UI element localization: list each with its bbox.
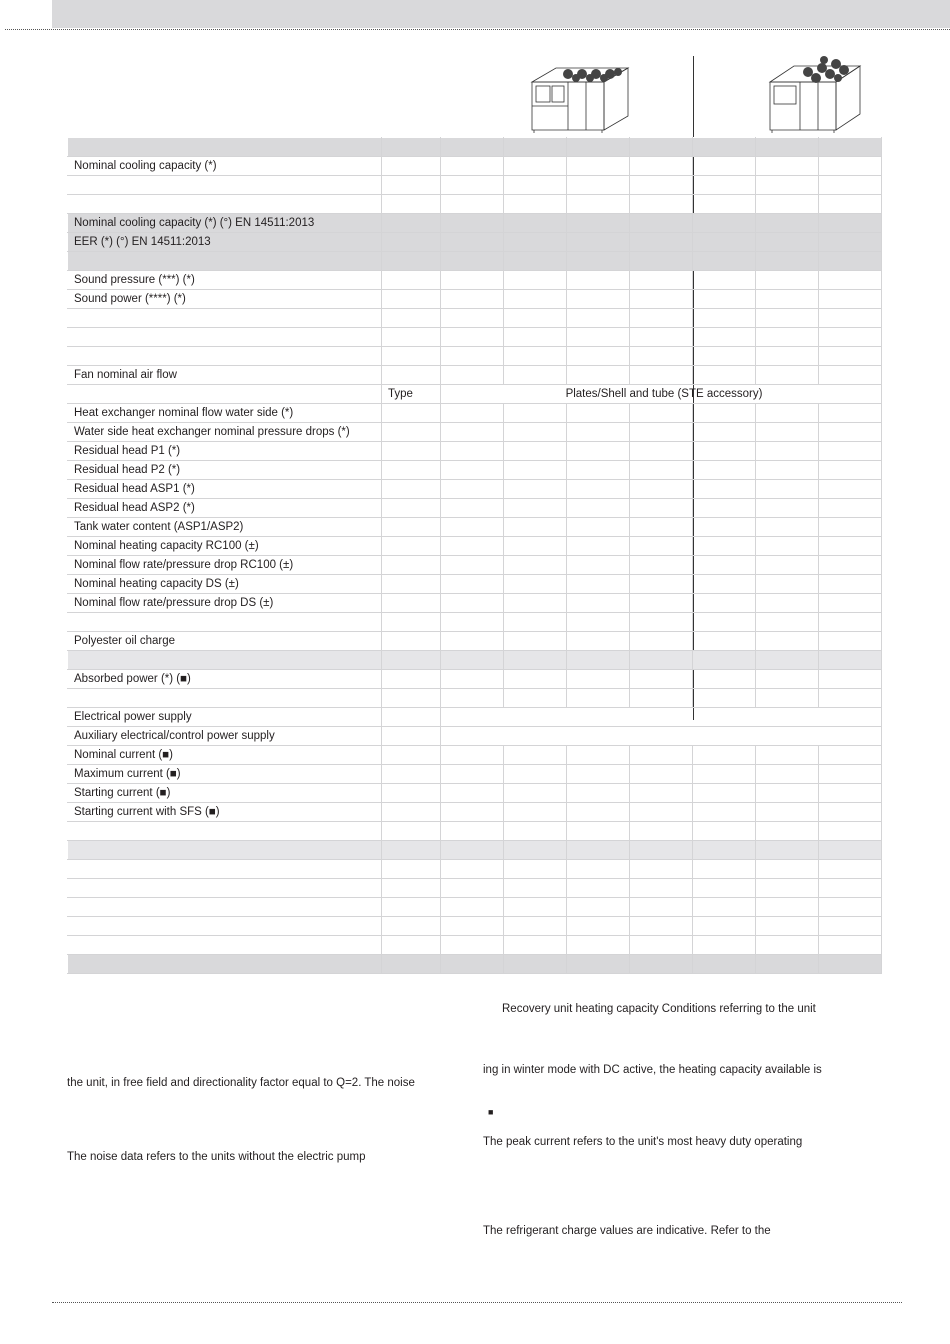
table-row	[68, 632, 882, 651]
row-label: Heat exchanger nominal flow water side (*)	[68, 404, 382, 423]
row-label: Residual head ASP1 (*)	[68, 480, 382, 499]
top-dotted-rule	[5, 29, 950, 30]
row-label: EER (*) (°) EN 14511:2013	[68, 233, 382, 252]
table-row	[68, 784, 882, 803]
row-label: Fan nominal air flow	[68, 366, 382, 385]
table-row	[68, 803, 882, 822]
technical-data-table	[67, 137, 882, 974]
table-row	[68, 936, 882, 955]
row-label: Nominal heating capacity RC100 (±)	[68, 537, 382, 556]
table-row	[68, 575, 882, 594]
row-label: Auxiliary electrical/control power supply	[68, 727, 382, 746]
table-row	[68, 214, 882, 233]
note-refrigerant: The refrigerant charge values are indicative. Refer to the	[483, 1225, 771, 1237]
table-row	[68, 442, 882, 461]
table-row	[68, 689, 882, 708]
row-label: Nominal cooling capacity (*) (°) EN 14511:2013	[68, 214, 382, 233]
table-row	[68, 138, 882, 157]
note-noise-pump: The noise data refers to the units without the electric pump	[67, 1151, 366, 1163]
table-row	[68, 594, 882, 613]
table-row	[68, 765, 882, 784]
row-label: Nominal current (■)	[68, 746, 382, 765]
row-label: Sound pressure (***) (*)	[68, 271, 382, 290]
row-label: Absorbed power (*) (■)	[68, 670, 382, 689]
table-row	[68, 328, 882, 347]
table-row	[68, 708, 882, 727]
row-label: Starting current with SFS (■)	[68, 803, 382, 822]
table-row	[68, 157, 882, 176]
table-row	[68, 518, 882, 537]
note-recovery: Recovery unit heating capacity Conditions referring to the unit	[502, 1003, 816, 1015]
chiller-unit-large-image	[764, 56, 864, 134]
header-bar	[52, 0, 950, 28]
row-label: Nominal flow rate/pressure drop RC100 (±)	[68, 556, 382, 575]
row-label: Residual head ASP2 (*)	[68, 499, 382, 518]
table-row	[68, 670, 882, 689]
row-label: Sound power (****) (*)	[68, 290, 382, 309]
bottom-dotted-rule	[52, 1302, 902, 1303]
row-label: Nominal flow rate/pressure drop DS (±)	[68, 594, 382, 613]
row-label: Residual head P1 (*)	[68, 442, 382, 461]
table-row	[68, 879, 882, 898]
row-label: Electrical power supply	[68, 708, 382, 727]
table-row	[68, 613, 882, 632]
table-row	[68, 651, 882, 670]
exchanger-type-value: Plates/Shell and tube (STE accessory)	[441, 385, 882, 404]
table-row	[68, 423, 882, 442]
table-row	[68, 499, 882, 518]
note-winter-mode: ing in winter mode with DC active, the heating capacity available is	[483, 1064, 822, 1076]
row-label: Residual head P2 (*)	[68, 461, 382, 480]
table-row	[68, 860, 882, 879]
table-row	[68, 271, 882, 290]
table-row	[68, 822, 882, 841]
type-label: Type	[382, 385, 441, 404]
row-label: Maximum current (■)	[68, 765, 382, 784]
table-row	[68, 480, 882, 499]
table-row	[68, 537, 882, 556]
table-row	[68, 404, 882, 423]
table-row	[68, 746, 882, 765]
row-label: Nominal heating capacity DS (±)	[68, 575, 382, 594]
table-row	[68, 176, 882, 195]
row-label: Nominal cooling capacity (*)	[68, 157, 382, 176]
row-label: Polyester oil charge	[68, 632, 382, 651]
table-row	[68, 366, 882, 385]
table-row	[68, 917, 882, 936]
chiller-unit-small-image	[528, 60, 632, 134]
table-row	[68, 461, 882, 480]
table-row	[68, 252, 882, 271]
table-row	[68, 955, 882, 974]
table-row	[68, 233, 882, 252]
table-row	[68, 385, 882, 404]
table-row	[68, 898, 882, 917]
note-free-field: the unit, in free field and directionality factor equal to Q=2. The noise	[67, 1077, 415, 1089]
table-row	[68, 290, 882, 309]
table-row	[68, 841, 882, 860]
table-row	[68, 556, 882, 575]
table-row	[68, 195, 882, 214]
table-row	[68, 347, 882, 366]
row-label: Water side heat exchanger nominal pressure drops (*)	[68, 423, 382, 442]
note-bullet: ■	[488, 1107, 494, 1117]
table-row	[68, 309, 882, 328]
table-row	[68, 727, 882, 746]
row-label: Starting current (■)	[68, 784, 382, 803]
row-label: Tank water content (ASP1/ASP2)	[68, 518, 382, 537]
note-peak-current: The peak current refers to the unit's most heavy duty operating	[483, 1136, 803, 1148]
